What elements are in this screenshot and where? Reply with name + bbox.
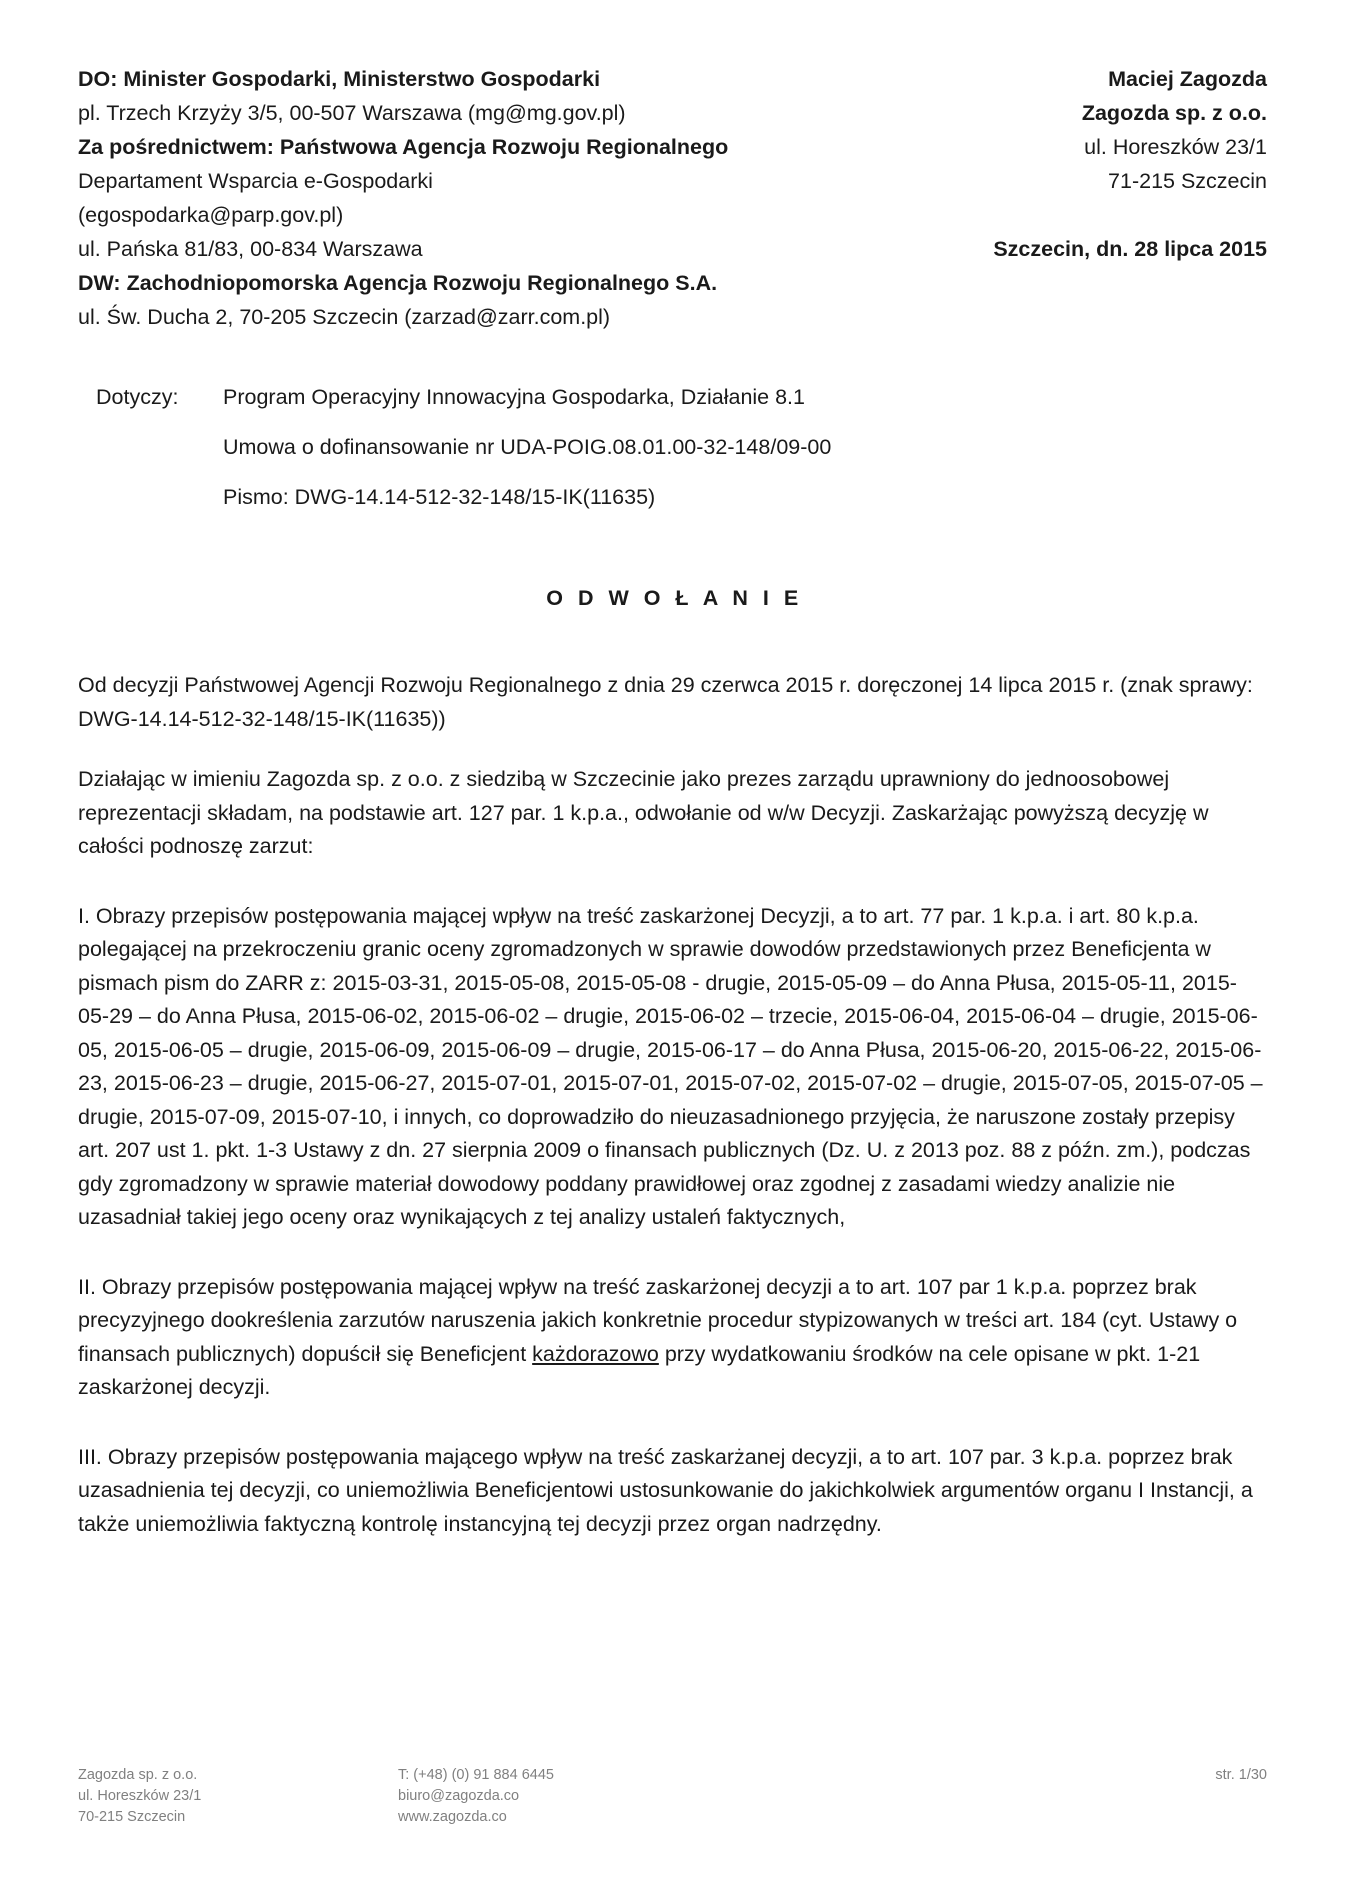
footer-email: biuro@zagozda.co: [398, 1788, 520, 1804]
sender-line: 71-215 Szczecin: [1108, 169, 1267, 193]
footer-company-line: ul. Horeszków 23/1: [78, 1788, 202, 1804]
footer-company-block: [78, 1765, 398, 1828]
paragraph-point-3: III. Obrazy przepisów postępowania mającego wpływ na treść zaskarżanej decyzji, a to art. 107 par. 3 k.p.a. poprzez brak uzasadnienia tej decyzji, co uniemożliwia Beneficjentowi ustosunkowanie do jakichkolwiek argumentów organu I Instancji, a także uniemożliwia faktyczną kontrolę instancyjną tej decyzji przez organ nadrzędny.: [78, 1444, 1253, 1536]
page-footer: [78, 1765, 1267, 1828]
recipient-line: ul. Pańska 81/83, 00-834 Warszawa: [78, 237, 423, 261]
recipient-line: DW: Zachodniopomorska Agencja Rozwoju Regionalnego S.A.: [78, 271, 718, 295]
sender-line: Zagozda sp. z o.o.: [1081, 101, 1267, 125]
subject-label-spacer: [96, 480, 223, 514]
subject-label: Dotyczy:: [96, 385, 179, 409]
recipient-line: DO: Minister Gospodarki, Ministerstwo Gospodarki: [78, 67, 601, 91]
paragraph-point-2: [78, 1271, 1267, 1405]
page-title: O D W O Ł A N I E: [546, 586, 803, 610]
subject-value: Pismo: DWG-14.14-512-32-148/15-IK(11635): [223, 485, 656, 509]
recipient-address-block: [78, 62, 798, 334]
sender-address-block: [927, 62, 1267, 266]
subject-value: Umowa o dofinansowanie nr UDA-POIG.08.01.00-32-148/09-00: [223, 435, 832, 459]
recipient-line: Departament Wsparcia e-Gospodarki: [78, 169, 433, 193]
footer-phone: T: (+48) (0) 91 884 6445: [398, 1767, 554, 1783]
point-2-emphasis: każdorazowo: [532, 1341, 659, 1366]
footer-website: www.zagozda.co: [398, 1809, 507, 1825]
letter-header: [78, 62, 1267, 334]
subject-row-agreement: [96, 430, 1267, 464]
footer-contact-block: [398, 1765, 1107, 1828]
subject-row-letter: [96, 480, 1267, 514]
subject-label-spacer: [96, 430, 223, 464]
footer-company-line: 70-215 Szczecin: [78, 1809, 186, 1825]
paragraph-point-1: I. Obrazy przepisów postępowania mającej wpływ na treść zaskarżonej Decyzji, a to art. 77 par. 1 k.p.a. i art. 80 k.p.a. polegającej na przekroczeniu granic oceny zgromadzonych w sprawie dowodów przedstawionych przez Beneficjenta w pismach pism do ZARR z: 2015-03-31, 2015-05-08, 2015-05-08 - drugie, 2015-05-09 – do Anna Płusa, 2015-05-11, 2015-05-29 – do Anna Płusa, 2015-06-02, 2015-06-02 – drugie, 2015-06-02 – trzecie, 2015-06-04, 2015-06-04 – drugie, 2015-06-05, 2015-06-05 – drugie, 2015-06-09, 2015-06-09 – drugie, 2015-06-17 – do Anna Płusa, 2015-06-20, 2015-06-22, 2015-06-23, 2015-06-23 – drugie, 2015-06-27, 2015-07-01, 2015-07-01, 2015-07-02, 2015-07-02 – drugie, 2015-07-05, 2015-07-05 – drugie, 2015-07-09, 2015-07-10, i innych, co doprowadziło do nieuzasadnionego przyjęcia, że naruszone zostały przepisy art. 207 ust 1. pkt. 1-3 Ustawy z dn. 27 sierpnia 2009 o finansach publicznych (Dz. U. z 2013 poz. 88 z późn. zm.), podczas gdy zgromadzony w sprawie materiał dowodowy poddany prawidłowej oraz zgodnej z zasadami wiedzy analizie nie uzasadniał takiej jego oceny oraz wynikających z tej analizy ustaleń faktycznych,: [78, 903, 1263, 1229]
subject-row-program: [96, 380, 1267, 414]
point-2-text-after: przy wydatkowaniu środków na cele opisane w pkt. 1-21 zaskarżonej decyzji.: [78, 1341, 1201, 1399]
recipient-line: Za pośrednictwem: Państwowa Agencja Rozwoju Regionalnego: [78, 135, 729, 159]
sender-line: ul. Horeszków 23/1: [1084, 135, 1267, 159]
paragraph-statement: Działając w imieniu Zagozda sp. z o.o. z siedzibą w Szczecinie jako prezes zarządu uprawniony do jednoosobowej reprezentacji składam, na podstawie art. 127 par. 1 k.p.a., odwołanie od w/w Decyzji. Zaskarżając powyższą decyzję w całości podnoszę zarzut:: [78, 767, 1209, 858]
place-and-date: Szczecin, dn. 28 lipca 2015: [993, 237, 1267, 261]
document-body: [78, 669, 1267, 1541]
subject-value: Program Operacyjny Innowacyjna Gospodarka, Działanie 8.1: [223, 385, 805, 409]
sender-line: Maciej Zagozda: [1108, 67, 1267, 91]
recipient-line: ul. Św. Ducha 2, 70-205 Szczecin (zarzad@zarr.com.pl): [78, 305, 611, 329]
point-2-text-before: II. Obrazy przepisów postępowania mającej wpływ na treść zaskarżonej decyzji a to art. 107 par 1 k.p.a. poprzez brak precyzyjnego dookreślenia zarzutów naruszenia jakich konkretnie procedur stypizowanych w treści art. 184 (cyt. Ustawy o finansach publicznych) dopuścił się Beneficjent: [78, 1274, 1238, 1366]
recipient-line: (egospodarka@parp.gov.pl): [78, 203, 344, 227]
recipient-line: pl. Trzech Krzyży 3/5, 00-507 Warszawa (mg@mg.gov.pl): [78, 101, 626, 125]
page-number: str. 1/30: [1215, 1767, 1267, 1783]
footer-company-line: Zagozda sp. z o.o.: [78, 1767, 198, 1783]
paragraph-intro: Od decyzji Państwowej Agencji Rozwoju Regionalnego z dnia 29 czerwca 2015 r. doręczonej 14 lipca 2015 r. (znak sprawy: DWG-14.14-512-32-148/15-IK(11635)): [78, 673, 1253, 731]
subject-block: [96, 380, 1267, 514]
footer-page-number-block: [1107, 1765, 1267, 1786]
